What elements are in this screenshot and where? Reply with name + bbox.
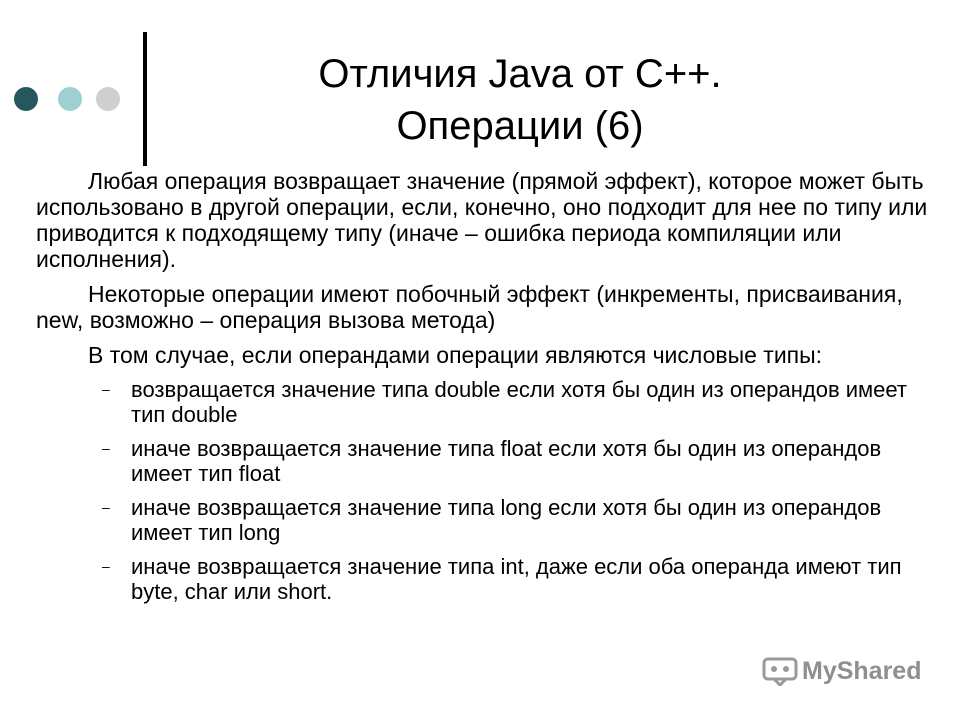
- slide-body: [36, 168, 946, 613]
- watermark: [762, 656, 921, 686]
- bullet-text: иначе возвращается значение типа float если хотя бы один из операндов имеет тип float: [131, 436, 882, 486]
- bullet-text: иначе возвращается значение типа int, даже если оба операнда имеют тип byte, char или short.: [131, 554, 902, 604]
- decorative-dot-teal: [58, 87, 82, 111]
- decorative-dot-dark: [14, 87, 38, 111]
- bullet-item-int: [36, 554, 946, 604]
- bullet-dash-icon: –: [102, 499, 110, 515]
- paragraph-numeric-types: В том случае, если операндами операции являются числовые типы:: [88, 342, 823, 368]
- decorative-dot-gray: [96, 87, 120, 111]
- bullet-dash-icon: –: [102, 381, 110, 397]
- bullet-item-float: [36, 436, 946, 486]
- bullet-text: иначе возвращается значение типа long если хотя бы один из операндов имеет тип long: [131, 495, 882, 545]
- slide-title-line-2: Операции (6): [396, 104, 644, 148]
- paragraph-return-value: Любая операция возвращает значение (прямой эффект), которое может быть использовано в другой операции, если, конечно, оно подходит для нее по типу или приводится к подходящему типу (иначе – ошибка периода компиляции или исполнения).: [36, 168, 928, 272]
- slide-title-line-1: Отличия Java от C++.: [318, 52, 722, 96]
- myshared-logo-icon: [762, 656, 798, 686]
- bullet-item-double: [36, 377, 946, 427]
- bullet-dash-icon: –: [102, 558, 110, 574]
- watermark-text: MyShared: [802, 656, 922, 685]
- bullet-text: возвращается значение типа double если хотя бы один из операндов имеет тип double: [131, 377, 907, 427]
- title-divider: [143, 32, 147, 166]
- slide-title: [160, 48, 880, 152]
- bullet-item-long: [36, 495, 946, 545]
- bullet-dash-icon: –: [102, 440, 110, 456]
- paragraph-side-effect: Некоторые операции имеют побочный эффект (инкременты, присваивания, new, возможно – операция вызова метода): [36, 281, 903, 333]
